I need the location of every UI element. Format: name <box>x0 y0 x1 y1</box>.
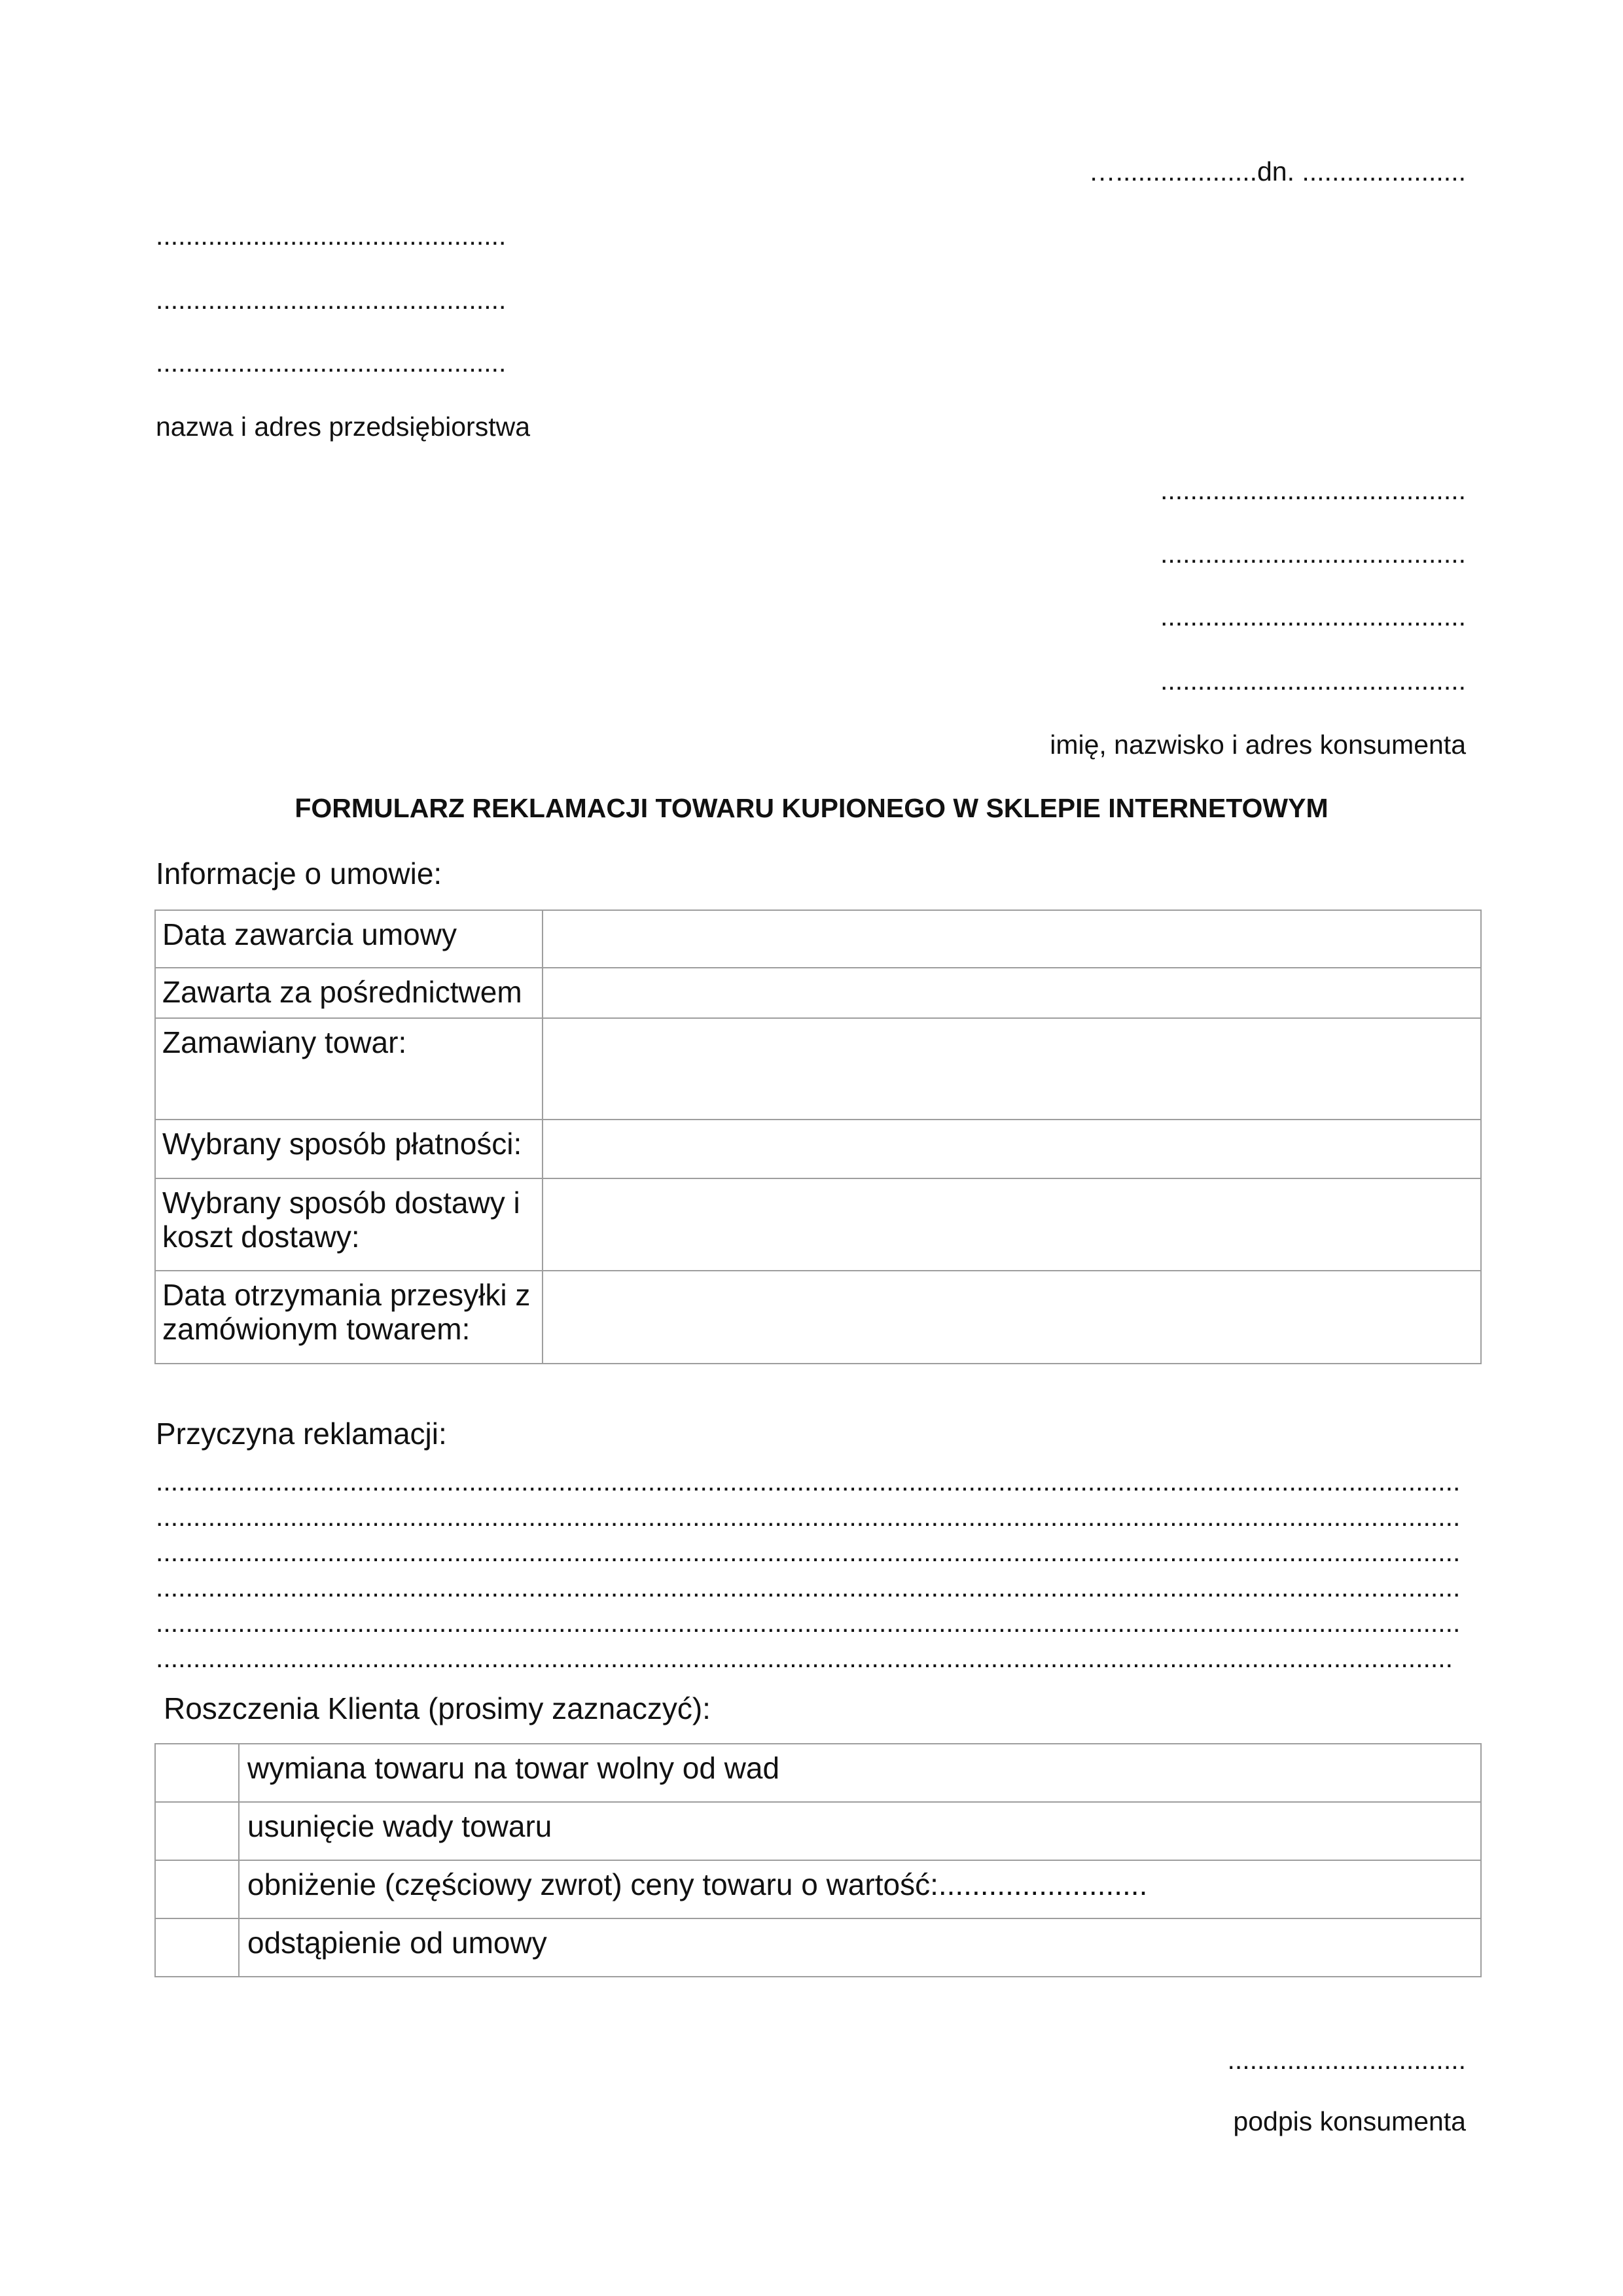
signature-line[interactable]: ................................ <box>1227 2045 1466 2075</box>
claim-checkbox[interactable] <box>155 1744 239 1802</box>
table-row <box>155 1271 1481 1364</box>
table-row <box>155 1860 1481 1918</box>
reason-line-4[interactable]: ............................................................................................................................................................................... <box>156 1572 1461 1602</box>
contract-value-field[interactable] <box>543 968 1481 1018</box>
reason-line-2[interactable]: ............................................................................................................................................................................... <box>156 1502 1461 1532</box>
claim-option-label: usunięcie wady towaru <box>239 1802 1481 1860</box>
contract-value-field[interactable] <box>543 1271 1481 1364</box>
contract-value-field[interactable] <box>543 1120 1481 1178</box>
table-row <box>155 910 1481 968</box>
company-line-1[interactable]: ............................................... <box>156 221 507 251</box>
contract-value-field[interactable] <box>543 910 1481 968</box>
claim-checkbox[interactable] <box>155 1802 239 1860</box>
table-row <box>155 1178 1481 1271</box>
claim-option-label: wymiana towaru na towar wolny od wad <box>239 1744 1481 1802</box>
reason-line-6[interactable]: .............................................................................................................................................................................. <box>156 1643 1454 1673</box>
company-line-3[interactable]: ............................................... <box>156 347 507 378</box>
contract-heading: Informacje o umowie: <box>156 857 442 891</box>
contract-label: Data zawarcia umowy <box>155 910 543 968</box>
contract-label: Wybrany sposób płatności: <box>155 1120 543 1178</box>
table-row <box>155 1918 1481 1977</box>
company-caption: nazwa i adres przedsiębiorstwa <box>156 412 530 442</box>
contract-value-field[interactable] <box>543 1018 1481 1120</box>
place-date-line[interactable]: …...................dn. ...................... <box>1088 156 1466 186</box>
claim-option-label: obniżenie (częściowy zwrot) ceny towaru o wartość:......................... <box>239 1860 1481 1918</box>
company-line-2[interactable]: ............................................... <box>156 285 507 315</box>
consumer-caption: imię, nazwisko i adres konsumenta <box>1050 730 1466 760</box>
table-row <box>155 968 1481 1018</box>
reason-heading: Przyczyna reklamacji: <box>156 1417 447 1451</box>
claims-heading: Roszczenia Klienta (prosimy zaznaczyć): <box>164 1691 711 1725</box>
claims-table <box>154 1743 1482 1977</box>
table-row <box>155 1744 1481 1802</box>
consumer-line-2[interactable]: ......................................... <box>1160 539 1466 569</box>
reason-line-5[interactable]: ............................................................................................................................................................................... <box>156 1608 1461 1638</box>
reason-line-1[interactable]: ............................................................................................................................................................................... <box>156 1466 1461 1496</box>
consumer-line-3[interactable]: ......................................... <box>1160 601 1466 631</box>
reason-line-3[interactable]: ............................................................................................................................................................................... <box>156 1537 1461 1567</box>
contract-label: Zawarta za pośrednictwem <box>155 968 543 1018</box>
table-row <box>155 1120 1481 1178</box>
contract-label: Zamawiany towar: <box>155 1018 543 1120</box>
claim-option-label: odstąpienie od umowy <box>239 1918 1481 1977</box>
table-row <box>155 1018 1481 1120</box>
contract-label: Wybrany sposób dostawy i koszt dostawy: <box>155 1178 543 1271</box>
form-title: FORMULARZ REKLAMACJI TOWARU KUPIONEGO W SKLEPIE INTERNETOWYM <box>294 793 1329 823</box>
contract-table <box>154 910 1482 1364</box>
claim-checkbox[interactable] <box>155 1860 239 1918</box>
claim-checkbox[interactable] <box>155 1918 239 1977</box>
signature-caption: podpis konsumenta <box>1233 2106 1466 2136</box>
consumer-line-1[interactable]: ......................................... <box>1160 475 1466 505</box>
contract-label: Data otrzymania przesyłki z zamówionym towarem: <box>155 1271 543 1364</box>
table-row <box>155 1802 1481 1860</box>
consumer-line-4[interactable]: ......................................... <box>1160 665 1466 696</box>
contract-value-field[interactable] <box>543 1178 1481 1271</box>
